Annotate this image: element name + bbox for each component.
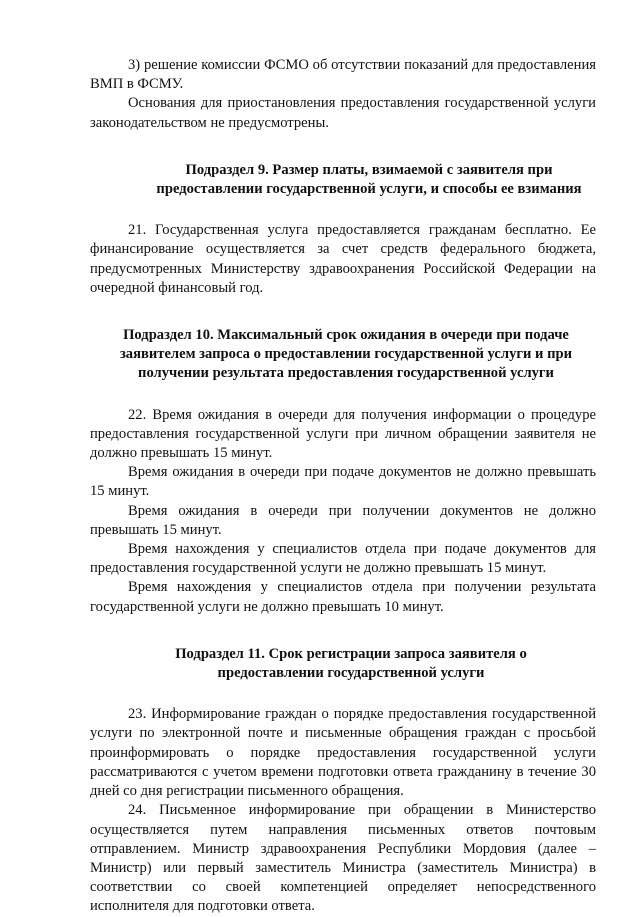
intro-item-3: 3) решение комиссии ФСМО об отсутствии показаний для предоставления ВМП в ФСМУ. [90,57,596,93]
paragraph-23: 23. Информирование граждан о порядке предоставления государственной услуги по электронной почте и письменные обращения граждан с просьбой проинформировать о порядке предоставления государственной услуги рассматриваются с учетом времени подготовки ответа гражданину в течение 30 дней со дня регистрации письменного обращения. [90,706,596,800]
section-heading-9: Подраздел 9. Размер платы, взимаемой с заявителя при предоставлении государственной услуги, и способы ее взимания [156,161,582,198]
paragraph-22-specialist-receive: Время нахождения у специалистов отдела при получении результата государственной услуги не должно превышать 10 минут. [90,579,596,615]
paragraph-22-specialist-submit: Время нахождения у специалистов отдела при подаче документов для предоставления государственной услуги не должно превышать 15 минут. [90,541,596,577]
intro-grounds: Основания для приостановления предоставления государственной услуги законодательством не предусмотрены. [90,95,596,131]
document-page [90,56,596,917]
paragraph-24: 24. Письменное информирование при обращении в Министерство осуществляется путем направления письменных ответов почтовым отправлением. Министр здравоохранения Республики Мордовия (далее – Министр) или первый заместитель Министра (заместитель Министра) в соответствии со своей компетенцией определяет непосредственного исполнителя для подготовки ответа. [90,802,596,915]
section-heading-10: Подраздел 10. Максимальный срок ожидания в очереди при подаче заявителем запроса о предоставлении государственной услуги и при получении результата предоставления государственной услуги [119,327,573,382]
paragraph-22: 22. Время ожидания в очереди для получения информации о процедуре предоставления государственной услуги при личном обращении заявителя не должно превышать 15 минут. [90,406,596,462]
paragraph-21: 21. Государственная услуга предоставляется гражданам бесплатно. Ее финансирование осуществляется за счет средств федерального бюджета, предусмотренных Министерству здравоохранения Российской Федерации на очередной финансовый год. [90,222,596,296]
paragraph-22-receive-queue: Время ожидания в очереди при получении документов не должно превышать 15 минут. [90,502,596,538]
section-heading-11: Подраздел 11. Срок регистрации запроса заявителя о предоставлении государственной услуги [175,645,527,682]
paragraph-22-submit-queue: Время ожидания в очереди при подаче документов не должно превышать 15 минут. [90,464,596,500]
